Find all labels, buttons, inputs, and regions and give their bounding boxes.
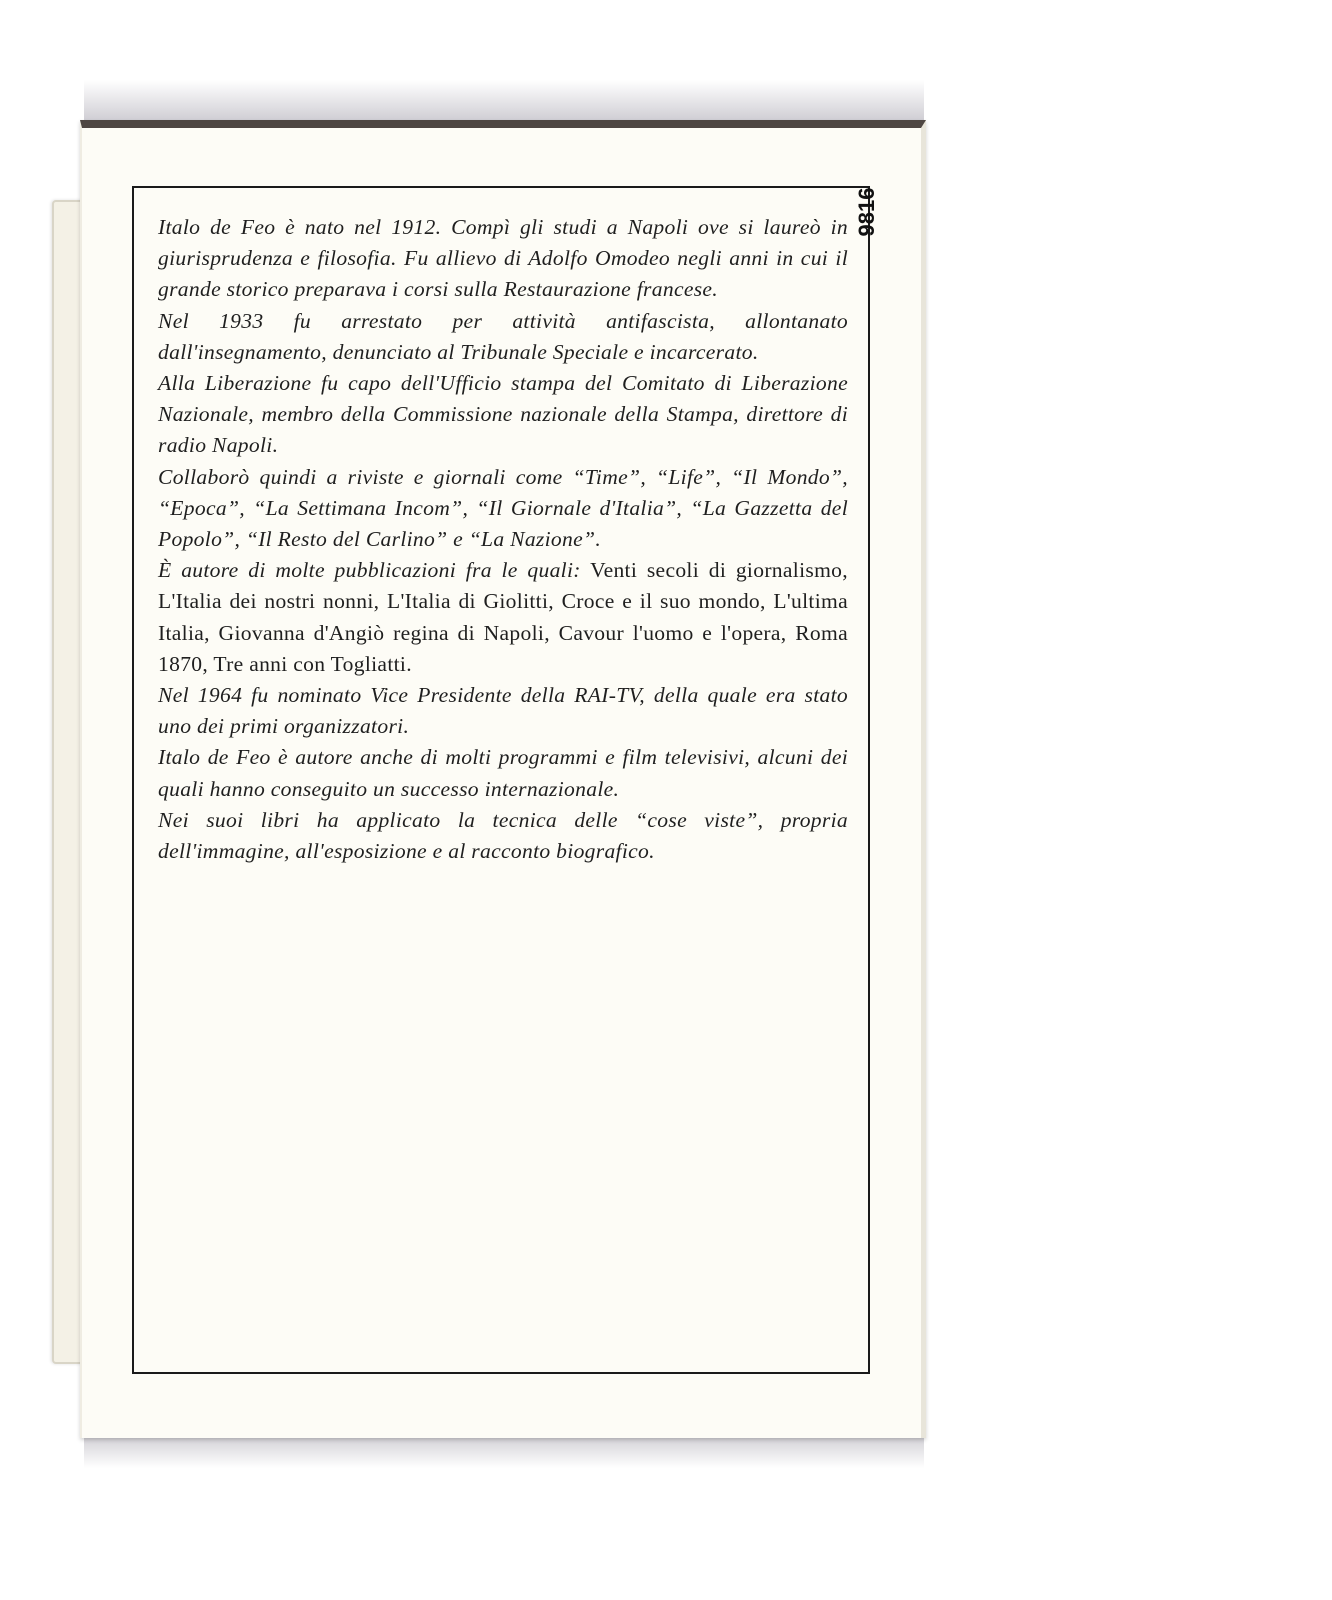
bio-paragraph-birth: Italo de Feo è nato nel 1912. Compì gli studi a Napoli ove si laureò in giurisprudenza e filosofia. Fu allievo di Adolfo Omodeo negli anni in cui il grande storico preparava i corsi sulla Restaurazione francese. (158, 215, 848, 302)
catalog-number (855, 172, 879, 252)
bio-paragraph-liberation: Alla Liberazione fu capo dell'Ufficio stampa del Comitato di Liberazione Nazionale, membro della Commissione nazionale della Stampa, direttore di radio Napoli. (158, 371, 848, 458)
bio-paragraph-television: Italo de Feo è autore anche di molti programmi e film televisivi, alcuni dei quali hanno conseguito un successo internazionale. (158, 745, 848, 801)
scan-shadow-top (84, 80, 924, 120)
publications-intro: È autore di molte pubblicazioni fra le quali: (158, 558, 581, 583)
bio-paragraph-books: Nei suoi libri ha applicato la tecnica delle “cose viste”, propria dell'immagine, all'esposizione e al racconto biografico. (158, 807, 848, 864)
bio-paragraph-arrest: Nel 1933 fu arrestato per attività antifascista, allontanato dall'insegnamento, denunciato al Tribunale Speciale e incarcerato. (158, 308, 848, 364)
bio-paragraph-publications (158, 555, 848, 680)
catalog-number-text: 9816 (854, 187, 879, 237)
publications-titles: Venti secoli di giornalismo, L'Italia dei nostri nonni, L'Italia di Giolitti, Croce e il suo mondo, L'ultima Italia, Giovanna d'Angiò regina di Napoli, Cavour l'uomo e l'opera, Roma 1870, Tre anni con Togliatti. (158, 558, 848, 676)
bio-paragraph-collaborations: Collaborò quindi a riviste e giornali come “Time”, “Life”, “Il Mondo”, “Epoca”, “La Settimana Incom”, “Il Giornale d'Italia”, “La Gazzetta del Popolo”, “Il Resto del Carlino” e “La Nazione”. (158, 464, 848, 552)
author-biography (158, 212, 848, 867)
bio-paragraph-rai: Nel 1964 fu nominato Vice Presidente della RAI-TV, della quale era stato uno dei primi organizzatori. (158, 683, 848, 739)
biography-frame (132, 186, 870, 1374)
book-back-cover (80, 120, 926, 1438)
